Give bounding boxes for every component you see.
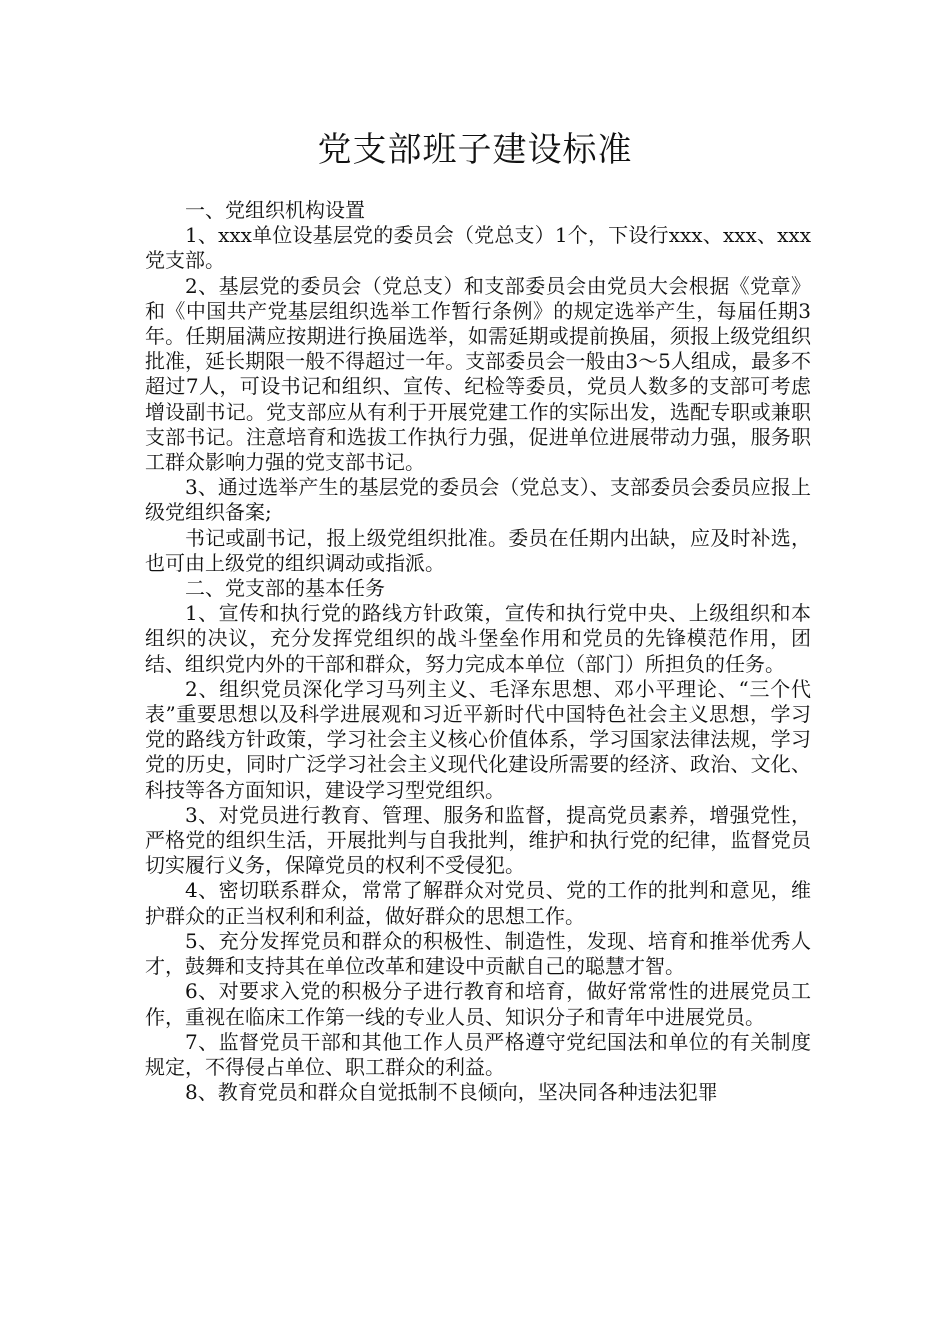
paragraph-2-4: 4、密切联系群众，常常了解群众对党员、党的工作的批判和意见，维护群众的正当权利和利益，做好群众的思想工作。 xyxy=(145,878,811,928)
section-heading-1: 一、党组织机构设置 xyxy=(185,198,365,222)
paragraph-1-2: 2、基层党的委员会（党总支）和支部委员会由党员大会根据《党章》和《中国共产党基层组织选举工作暂行条例》的规定选举产生，每届任期3年。任期届满应按期进行换届选举，如需延期或提前换届，须报上级党组织批准，延长期限一般不得超过一年。支部委员会一般由3～5人组成，最多不超过7人，可设书记和组织、宣传、纪检等委员，党员人数多的支部可考虑增设副书记。党支部应从有利于开展党建工作的实际出发，选配专职或兼职支部书记。注意培育和选拔工作执行力强，促进单位进展带动力强，服务职工群众影响力强的党支部书记。 xyxy=(145,273,811,475)
paragraph-2-6: 6、对要求入党的积极分子进行教育和培育，做好常常性的进展党员工作，重视在临床工作第一线的专业人员、知识分子和青年中进展党员。 xyxy=(145,979,811,1029)
document-body xyxy=(145,198,811,1105)
document-title: 党支部班子建设标准 xyxy=(317,130,633,170)
paragraph-2-2: 2、组织党员深化学习马列主义、毛泽东思想、邓小平理论、“三个代表”重要思想以及科学进展观和习近平新时代中国特色社会主义思想，学习党的路线方针政策，学习社会主义核心价值体系，学习国家法律法规，学习党的历史，同时广泛学习社会主义现代化建设所需要的经济、政治、文化、科技等各方面知识，建设学习型党组织。 xyxy=(145,676,811,802)
paragraph-2-7: 7、监督党员干部和其他工作人员严格遵守党纪国法和单位的有关制度规定，不得侵占单位、职工群众的利益。 xyxy=(145,1029,811,1079)
paragraph-1-3: 3、通过选举产生的基层党的委员会（党总支）、支部委员会委员应报上级党组织备案; xyxy=(145,475,811,525)
paragraph-1-1: 1、xxx单位设基层党的委员会（党总支）1个，下设行xxx、xxx、xxx党支部。 xyxy=(145,223,811,273)
paragraph-2-3: 3、对党员进行教育、管理、服务和监督，提高党员素养，增强党性，严格党的组织生活，开展批判与自我批判，维护和执行党的纪律，监督党员切实履行义务，保障党员的权利不受侵犯。 xyxy=(145,802,811,878)
paragraph-1-3-cont: 书记或副书记，报上级党组织批准。委员在任期内出缺，应及时补选，也可由上级党的组织调动或指派。 xyxy=(145,525,811,575)
section-heading-2: 二、党支部的基本任务 xyxy=(185,576,385,601)
paragraph-2-1: 1、宣传和执行党的路线方针政策，宣传和执行党中央、上级组织和本组织的决议，充分发挥党组织的战斗堡垒作用和党员的先锋模范作用，团结、组织党内外的干部和群众，努力完成本单位（部门）所担负的任务。 xyxy=(145,601,811,676)
paragraph-2-5: 5、充分发挥党员和群众的积极性、制造性，发现、培育和推举优秀人才，鼓舞和支持其在单位改革和建设中贡献自己的聪慧才智。 xyxy=(145,928,811,979)
paragraph-2-8: 8、教育党员和群众自觉抵制不良倾向，坚决同各种违法犯罪 xyxy=(185,1080,718,1105)
